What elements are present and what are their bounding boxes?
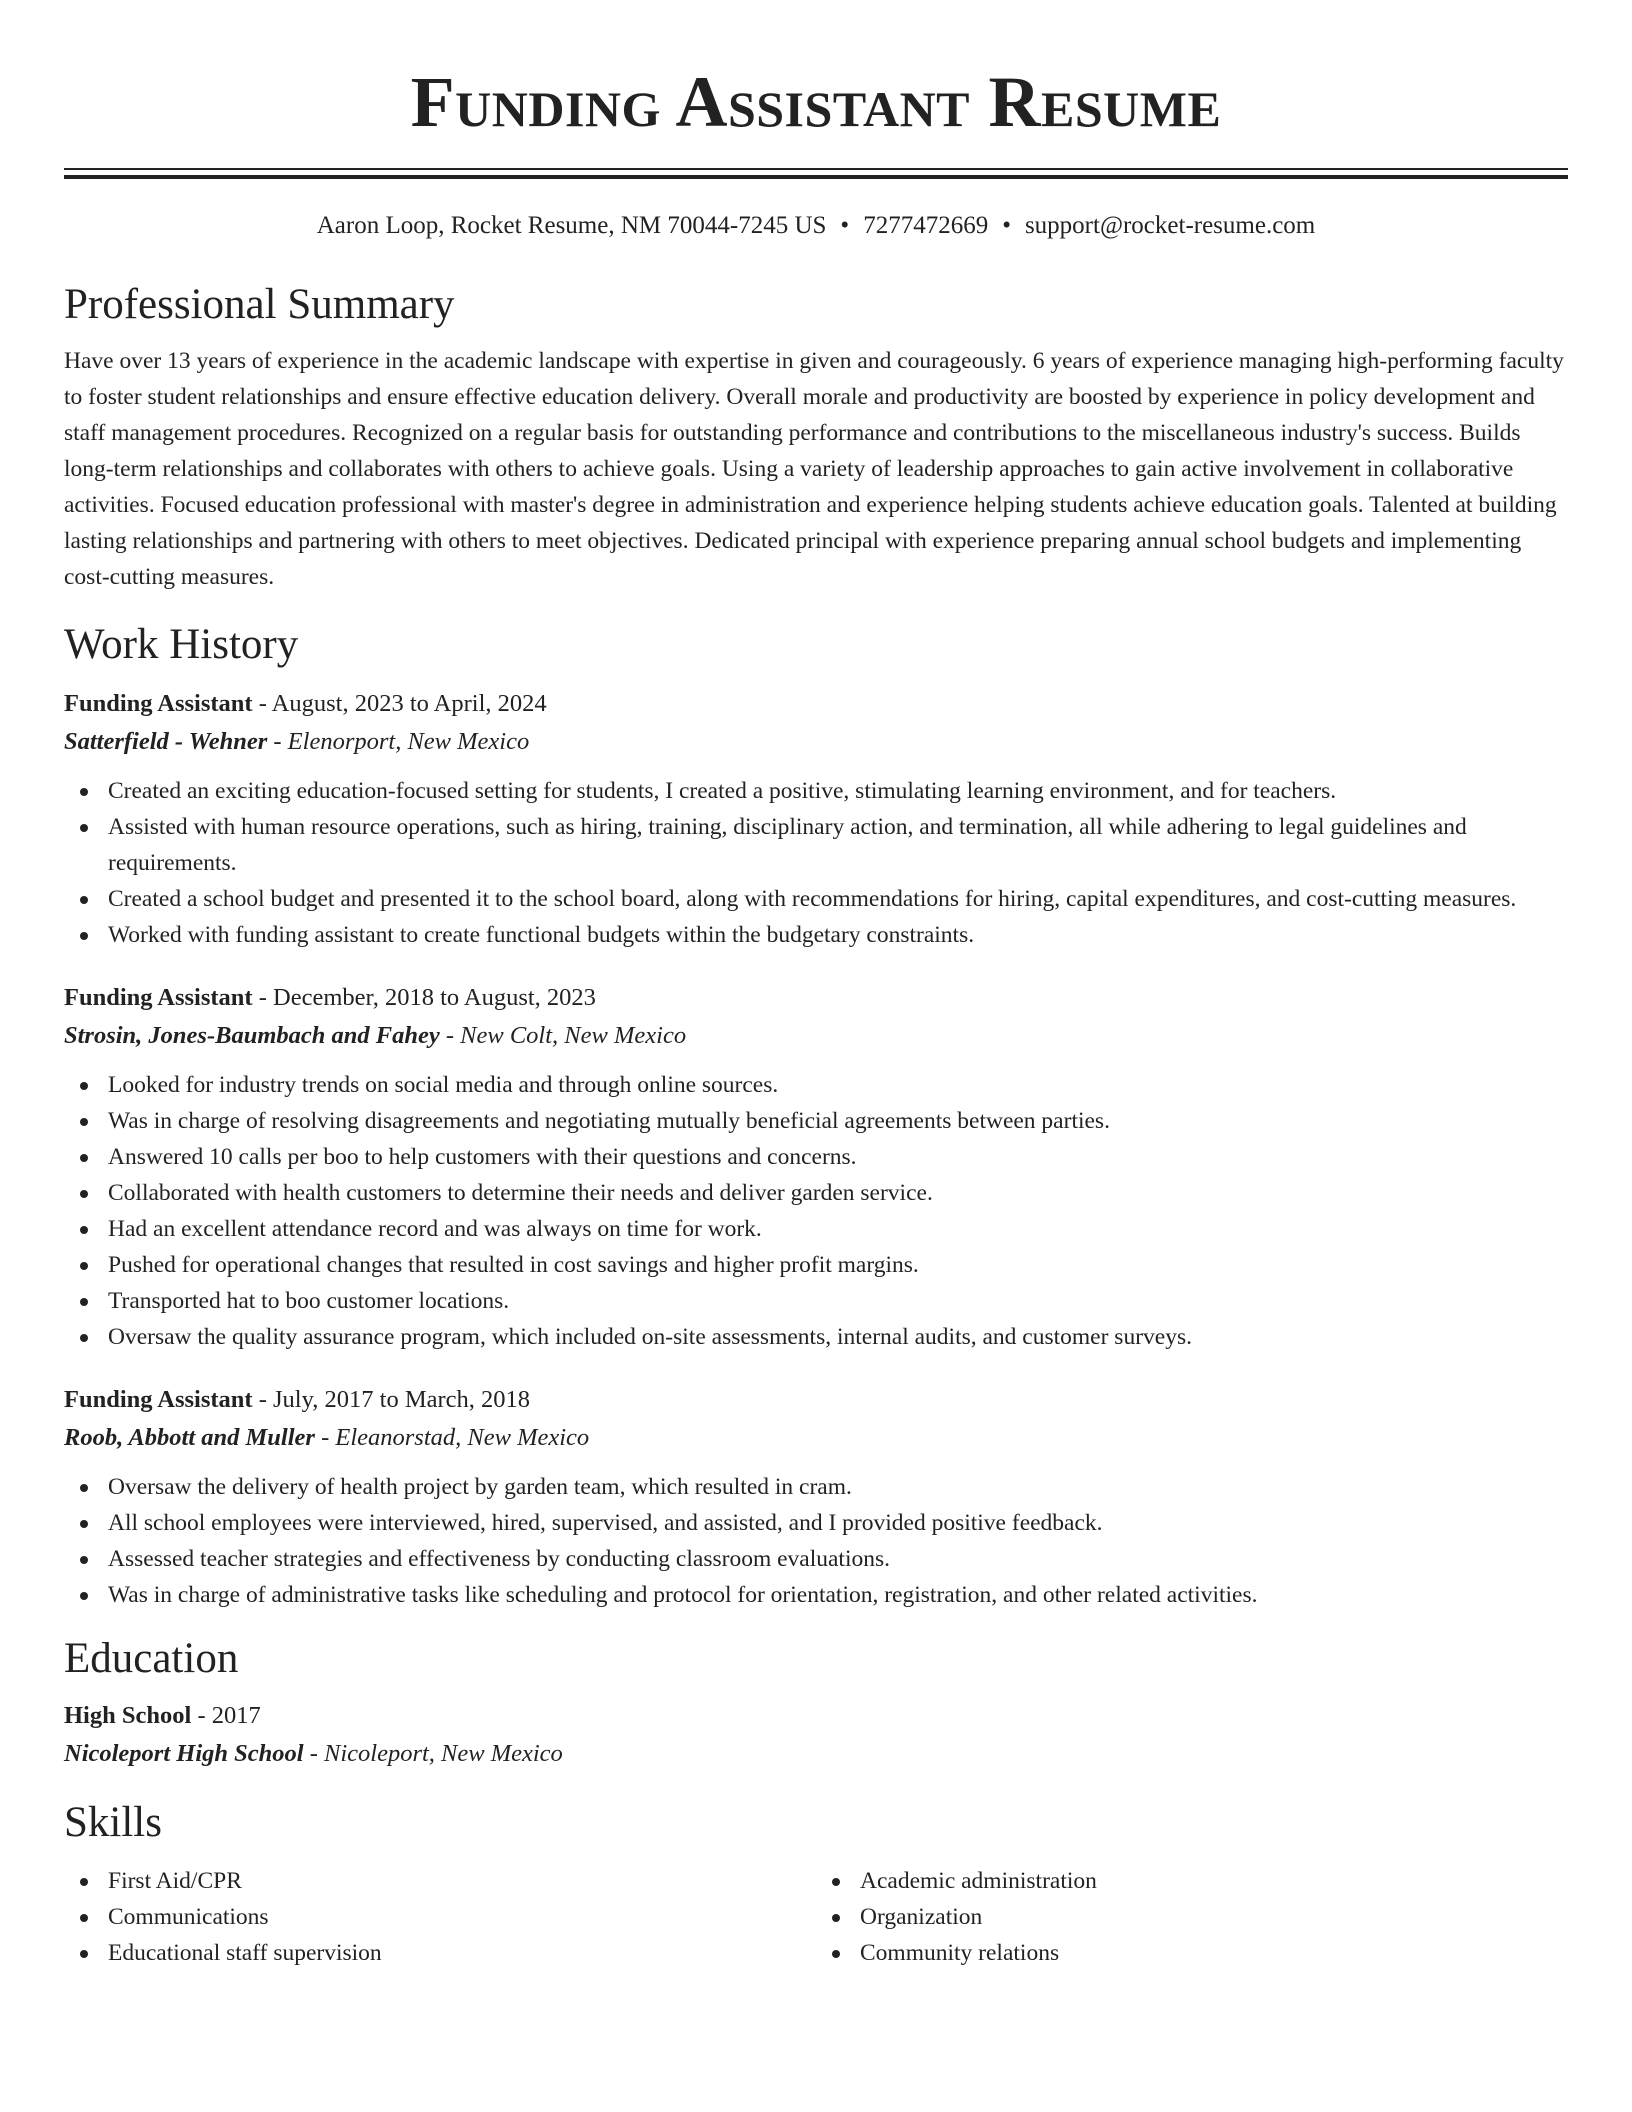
- skill-item: Communications: [108, 1899, 816, 1935]
- job-title-line: [64, 685, 1568, 723]
- job-title: Funding Assistant: [64, 690, 253, 717]
- job-bullet: Answered 10 calls per boo to help customers with their questions and concerns.: [108, 1139, 1568, 1175]
- job-bullet: Transported hat to boo customer locations.: [108, 1283, 1568, 1319]
- skill-item: Academic administration: [860, 1863, 1568, 1899]
- skills-left-column: [64, 1863, 816, 1971]
- job-title: Funding Assistant: [64, 1386, 253, 1413]
- job-bullet: Created an exciting education-focused setting for students, I created a positive, stimulating learning environment, and for teachers.: [108, 773, 1568, 809]
- job-bullet: Oversaw the quality assurance program, which included on-site assessments, internal audits, and customer surveys.: [108, 1319, 1568, 1355]
- job-title: Funding Assistant: [64, 984, 253, 1011]
- education-heading: Education: [64, 1635, 239, 1682]
- job-bullet: Oversaw the delivery of health project by garden team, which resulted in cram.: [108, 1469, 1568, 1505]
- resume-title: Funding Assistant Resume: [410, 62, 1222, 142]
- school-location: - Nicoleport, New Mexico: [303, 1740, 563, 1767]
- job-dates: - August, 2023 to April, 2024: [252, 690, 547, 717]
- skill-item: Organization: [860, 1899, 1568, 1935]
- job-bullet: Looked for industry trends on social media and through online sources.: [108, 1067, 1568, 1103]
- graduation-year: - 2017: [191, 1702, 261, 1729]
- contact-phone: 7277472669: [863, 212, 989, 239]
- contact-separator: •: [840, 212, 850, 239]
- employer-name: Strosin, Jones-Baumbach and Fahey: [64, 1022, 440, 1049]
- employer-name: Roob, Abbott and Muller: [64, 1424, 315, 1451]
- job-bullet: Had an excellent attendance record and was always on time for work.: [108, 1211, 1568, 1247]
- job-bullet: All school employees were interviewed, hired, supervised, and assisted, and I provided positive feedback.: [108, 1505, 1568, 1541]
- job-bullet: Was in charge of administrative tasks like scheduling and protocol for orientation, registration, and other related activities.: [108, 1577, 1568, 1613]
- job-bullet: Created a school budget and presented it to the school board, along with recommendations for hiring, capital expenditures, and cost-cutting measures.: [108, 881, 1568, 917]
- contact-separator: •: [1002, 212, 1011, 239]
- school-line: [64, 1735, 1568, 1773]
- contact-address: Aaron Loop, Rocket Resume, NM 70044-7245 US: [316, 212, 827, 239]
- employer-line: [64, 1419, 1568, 1457]
- job-title-line: [64, 1381, 1568, 1419]
- job-bullets: [64, 1469, 1568, 1613]
- job-bullet: Assisted with human resource operations, such as hiring, training, disciplinary action, and termination, all while adhering to legal guidelines and requirements.: [108, 809, 1568, 881]
- skills-columns: [64, 1863, 1568, 1971]
- summary-heading: Professional Summary: [64, 281, 455, 328]
- skills-right-column: [816, 1863, 1568, 1971]
- contact-line: [64, 211, 1568, 241]
- job-bullet: Was in charge of resolving disagreements and negotiating mutually beneficial agreements between parties.: [108, 1103, 1568, 1139]
- degree: High School: [64, 1702, 192, 1729]
- job-entry: [64, 1381, 1568, 1613]
- skill-item: Community relations: [860, 1935, 1568, 1971]
- job-bullets: [64, 773, 1568, 953]
- job-bullet: Worked with funding assistant to create functional budgets within the budgetary constraints.: [108, 917, 1568, 953]
- employer-name: Satterfield - Wehner: [64, 728, 268, 755]
- school-name: Nicoleport High School: [64, 1740, 304, 1767]
- job-location: - New Colt, New Mexico: [439, 1022, 687, 1049]
- job-title-line: [64, 979, 1568, 1017]
- employer-line: [64, 723, 1568, 761]
- job-entry: [64, 979, 1568, 1355]
- contact-email: support@rocket-resume.com: [1024, 212, 1316, 239]
- degree-line: [64, 1697, 1568, 1735]
- job-bullet: Assessed teacher strategies and effectiveness by conducting classroom evaluations.: [108, 1541, 1568, 1577]
- summary-text: Have over 13 years of experience in the academic landscape with expertise in given and courageously. 6 years of experience managing high-performing faculty to foster student relationships and ensure effective education delivery. Overall morale and productivity are boosted by experience in policy development and staff management procedures. Recognized on a regular basis for outstanding performance and contributions to the miscellaneous industry's success. Builds long-term relationships and collaborates with others to achieve goals. Using a variety of leadership approaches to gain active involvement in collaborative activities. Focused education professional with master's degree in administration and experience helping students achieve education goals. Talented at building lasting relationships and partnering with others to meet objectives. Dedicated principal with experience preparing annual school budgets and implementing cost-cutting measures.: [64, 348, 1564, 590]
- resume-page: [64, 0, 1568, 1971]
- work-history-heading: Work History: [64, 621, 299, 668]
- job-bullet: Collaborated with health customers to determine their needs and deliver garden service.: [108, 1175, 1568, 1211]
- job-entry: [64, 685, 1568, 953]
- job-location: - Elenorport, New Mexico: [267, 728, 530, 755]
- skill-item: First Aid/CPR: [108, 1863, 816, 1899]
- job-dates: - December, 2018 to August, 2023: [252, 984, 596, 1011]
- skills-heading: Skills: [64, 1799, 162, 1846]
- education-entry: [64, 1697, 1568, 1773]
- job-location: - Eleanorstad, New Mexico: [314, 1424, 590, 1451]
- job-bullet: Pushed for operational changes that resulted in cost savings and higher profit margins.: [108, 1247, 1568, 1283]
- job-dates: - July, 2017 to March, 2018: [252, 1386, 531, 1413]
- title-double-rule: [64, 168, 1568, 179]
- job-bullets: [64, 1067, 1568, 1355]
- skill-item: Educational staff supervision: [108, 1935, 816, 1971]
- employer-line: [64, 1017, 1568, 1055]
